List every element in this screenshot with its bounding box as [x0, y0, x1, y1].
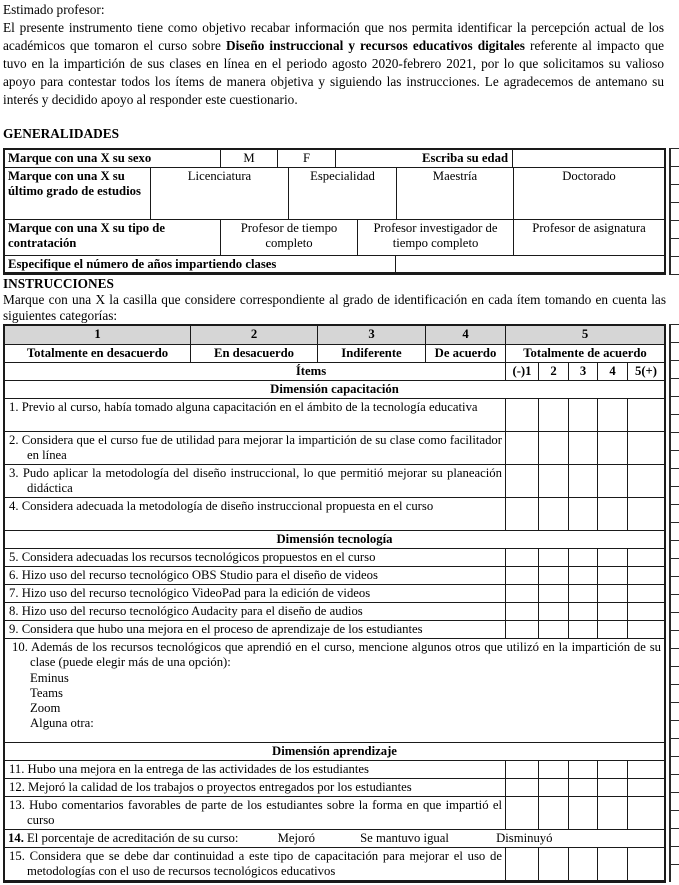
rating-cell[interactable]	[538, 761, 568, 778]
item-text: 4. Considera adecuada la metodología de diseño instruccional propuesta en el curso	[9, 499, 434, 513]
scale-number-3: 3	[317, 326, 425, 344]
items-table	[3, 324, 666, 883]
item-text: El porcentaje de acreditación de su curso:	[27, 831, 239, 845]
rating-col-header-3: 3	[568, 363, 597, 380]
rating-cell[interactable]	[568, 567, 597, 584]
rating-cell[interactable]	[505, 432, 538, 464]
rating-cell[interactable]	[505, 603, 538, 620]
rating-cell[interactable]	[568, 498, 597, 530]
rating-cell[interactable]	[597, 498, 627, 530]
item-row-q12	[5, 778, 664, 796]
rating-col-header-1: (-)1	[505, 363, 538, 380]
scale-label-4: De acuerdo	[425, 345, 505, 362]
grado-option-doctorado-cell[interactable]: Doctorado	[513, 168, 664, 219]
contratacion-option-pitc-cell[interactable]: Profesor investigador de tiempo completo	[357, 220, 513, 255]
rating-cell[interactable]	[505, 498, 538, 530]
item-q10-option-eminus[interactable]: Eminus	[30, 670, 69, 685]
rating-cell[interactable]	[568, 779, 597, 796]
item-text: 7. Hizo uso del recurso tecnológico VideoPad para la edición de videos	[9, 586, 371, 600]
rating-cell[interactable]	[627, 797, 664, 829]
rating-cell[interactable]	[505, 779, 538, 796]
rating-cell[interactable]	[597, 567, 627, 584]
scale-number-5: 5	[505, 326, 664, 344]
item-row-q3	[5, 464, 664, 497]
item-row-q8	[5, 602, 664, 620]
rating-cell[interactable]	[538, 549, 568, 566]
scale-label-3: Indiferente	[317, 345, 425, 362]
items-header-row	[5, 362, 664, 380]
rating-cell[interactable]	[627, 761, 664, 778]
intro-course-title: Diseño instruccional y recursos educativos digitales	[225, 37, 525, 53]
rating-cell[interactable]	[627, 399, 664, 431]
item-text: 9. Considera que hubo una mejora en el proceso de aprendizaje de los estudiantes	[9, 622, 423, 636]
item-q14-cell	[5, 830, 664, 847]
section-title: Dimensión capacitación	[270, 382, 399, 396]
item-q14-option-mejoro[interactable]: Mejoró	[277, 831, 315, 845]
rating-cell[interactable]	[627, 567, 664, 584]
item-row-q5	[5, 548, 664, 566]
item-row-q10	[5, 638, 664, 742]
generalidades-heading: GENERALIDADES	[3, 126, 120, 141]
salutation: Estimado profesor:	[3, 2, 105, 17]
rating-cell[interactable]	[568, 549, 597, 566]
rating-cell[interactable]	[505, 761, 538, 778]
item-text: 2. Considera que el curso fue de utilidad para mejorar la impartición de su clase como facilitador en línea	[9, 433, 502, 463]
item-row-q11	[5, 760, 664, 778]
item-text: 6. Hizo uso del recurso tecnológico OBS Studio para el diseño de videos	[9, 568, 378, 582]
scale-label-1: Totalmente en desacuerdo	[26, 346, 169, 360]
contratacion-label: Marque con una X su tipo de contratación	[8, 221, 165, 251]
rating-cell[interactable]	[538, 585, 568, 602]
rating-cell[interactable]	[568, 465, 597, 497]
rating-cell[interactable]	[538, 399, 568, 431]
item-q14-number: 14.	[8, 831, 24, 845]
instrucciones-heading: INSTRUCCIONES	[3, 276, 114, 291]
rating-cell[interactable]	[568, 432, 597, 464]
rating-cell[interactable]	[505, 585, 538, 602]
item-q14-option-igual[interactable]: Se mantuvo igual	[360, 831, 449, 845]
rating-cell[interactable]	[538, 621, 568, 638]
item-q14-option-disminuyo[interactable]: Disminuyó	[496, 831, 553, 845]
rating-cell[interactable]	[627, 779, 664, 796]
scale-number-1: 1	[94, 327, 101, 341]
intro-text-2: referente al impacto que tuvo en la impartición de sus clases en línea en el periodo agosto 2020-febrero 2021, por lo que solicitamos su valioso apoyo para contestar todos los ítems de manera objetiva y siguiendo las instrucciones. Le agradecemos de antemano su interés y decidido apoyo al responder este cuestionario.	[3, 37, 664, 107]
rating-cell[interactable]	[627, 603, 664, 620]
rating-cell[interactable]	[627, 848, 664, 880]
rating-cell[interactable]	[568, 848, 597, 880]
rating-cell[interactable]	[627, 498, 664, 530]
item-text: 8. Hizo uso del recurso tecnológico Audacity para el diseño de audios	[9, 604, 363, 618]
grado-label: Marque con una X su último grado de estudios	[8, 169, 141, 199]
scale-number-2: 2	[190, 326, 317, 344]
grado-row	[5, 167, 664, 219]
item-row-q14	[5, 829, 664, 847]
rating-cell[interactable]	[597, 797, 627, 829]
rating-cell[interactable]	[538, 432, 568, 464]
item-row-q13	[5, 796, 664, 829]
anios-label: Especifique el número de años impartiendo clases	[8, 257, 277, 271]
edad-label: Escriba su edad	[335, 150, 512, 167]
item-text: 3. Pudo aplicar la metodología del diseño instruccional, lo que permitió mejorar su planeación didáctica	[9, 466, 502, 496]
item-text: 13. Hubo comentarios favorables de parte de los estudiantes sobre la forma en que impartió el curso	[9, 798, 502, 828]
item-text: 5. Considera adecuadas los recursos tecnológicos propuestos en el curso	[9, 550, 376, 564]
section-header-aprendizaje	[5, 742, 664, 760]
rating-col-header-2: 2	[538, 363, 568, 380]
scan-artifact-strip	[669, 148, 679, 275]
rating-cell[interactable]	[627, 585, 664, 602]
item-text: 11. Hubo una mejora en la entrega de las actividades de los estudiantes	[9, 762, 369, 776]
item-text: 1. Previo al curso, había tomado alguna capacitación en el ámbito de la tecnología educativa	[9, 400, 478, 414]
grado-option-especialidad-cell[interactable]: Especialidad	[288, 168, 396, 219]
rating-cell[interactable]	[505, 797, 538, 829]
rating-cell[interactable]	[597, 549, 627, 566]
item-text: 15. Considera que se debe dar continuidad a este tipo de capacitación para mejorar el uso de metodologías con el uso de recursos tecnológicos educativos	[9, 849, 502, 879]
item-q10-option-otra[interactable]: Alguna otra:	[30, 716, 94, 731]
rating-cell[interactable]	[627, 621, 664, 638]
rating-cell[interactable]	[597, 432, 627, 464]
anios-answer-cell[interactable]	[395, 256, 664, 272]
contratacion-option-ptc-cell[interactable]: Profesor de tiempo completo	[220, 220, 357, 255]
item-text: 10. Además de los recursos tecnológicos que aprendió en el curso, mencione algunos otros que utilizó en la impartición de su clase (puede elegir más de una opción):	[12, 640, 661, 670]
item-row-q9	[5, 620, 664, 638]
rating-cell[interactable]	[597, 621, 627, 638]
rating-cell[interactable]	[597, 779, 627, 796]
instrucciones-text: Marque con una X la casilla que considere correspondiente al grado de identificación en cada ítem tomando en cuenta las siguientes categorías:	[3, 292, 666, 323]
rating-cell[interactable]	[538, 848, 568, 880]
rating-cell[interactable]	[538, 498, 568, 530]
rating-cell[interactable]	[568, 603, 597, 620]
scan-artifact-strip	[669, 324, 679, 882]
edad-answer-cell[interactable]	[512, 150, 664, 167]
scale-numbers-row	[5, 326, 664, 344]
rating-cell[interactable]	[568, 797, 597, 829]
item-row-q1	[5, 398, 664, 431]
items-header-label: Ítems	[295, 364, 327, 378]
rating-cell[interactable]	[597, 848, 627, 880]
section-header-tecnologia	[5, 530, 664, 548]
generalidades-table	[3, 148, 666, 275]
item-row-q15	[5, 847, 664, 880]
section-title: Dimensión aprendizaje	[272, 744, 397, 758]
rating-cell[interactable]	[505, 621, 538, 638]
intro-paragraph	[3, 1, 664, 108]
rating-cell[interactable]	[538, 465, 568, 497]
rating-cell[interactable]	[597, 585, 627, 602]
rating-cell[interactable]	[627, 549, 664, 566]
rating-cell[interactable]	[568, 761, 597, 778]
sexo-option-f-cell[interactable]: F	[277, 150, 335, 167]
contratacion-option-asignatura-cell[interactable]: Profesor de asignatura	[513, 220, 664, 255]
grado-option-licenciatura-cell[interactable]: Licenciatura	[150, 168, 288, 219]
sexo-row	[5, 150, 664, 167]
rating-cell[interactable]	[505, 567, 538, 584]
rating-cell[interactable]	[568, 585, 597, 602]
rating-cell[interactable]	[538, 567, 568, 584]
section-title: Dimensión tecnología	[276, 532, 393, 546]
anios-row	[5, 255, 664, 272]
item-text: 12. Mejoró la calidad de los trabajos o proyectos entregados por los estudiantes	[9, 780, 412, 794]
rating-cell[interactable]	[538, 797, 568, 829]
rating-cell[interactable]	[597, 399, 627, 431]
rating-cell[interactable]	[538, 779, 568, 796]
rating-cell[interactable]	[627, 432, 664, 464]
item-row-q4	[5, 497, 664, 530]
rating-cell[interactable]	[627, 465, 664, 497]
contratacion-row	[5, 219, 664, 255]
scale-label-2: En desacuerdo	[190, 345, 317, 362]
scale-label-5: Totalmente de acuerdo	[505, 345, 664, 362]
rating-cell[interactable]	[568, 399, 597, 431]
item-q10-cell	[5, 639, 664, 742]
sexo-option-m-cell[interactable]: M	[220, 150, 277, 167]
sexo-label: Marque con una X su sexo	[8, 151, 152, 165]
rating-cell[interactable]	[505, 399, 538, 431]
rating-cell[interactable]	[597, 761, 627, 778]
rating-cell[interactable]	[505, 465, 538, 497]
rating-cell[interactable]	[538, 603, 568, 620]
scale-number-4: 4	[425, 326, 505, 344]
rating-cell[interactable]	[597, 603, 627, 620]
rating-cell[interactable]	[597, 465, 627, 497]
rating-cell[interactable]	[505, 549, 538, 566]
rating-col-header-4: 4	[597, 363, 627, 380]
item-row-q7	[5, 584, 664, 602]
item-q10-option-teams[interactable]: Teams	[30, 685, 63, 700]
item-row-q6	[5, 566, 664, 584]
rating-cell[interactable]	[568, 621, 597, 638]
rating-cell[interactable]	[505, 848, 538, 880]
grado-option-maestria-cell[interactable]: Maestría	[396, 168, 513, 219]
intro-text-1: El presente instrumento tiene como objetivo recabar información que nos permita identificar la percepción actual de los académicos que tomaron el curso sobre	[3, 19, 664, 53]
item-q10-option-zoom[interactable]: Zoom	[30, 701, 61, 716]
rating-col-header-5: 5(+)	[627, 363, 664, 380]
item-row-q2	[5, 431, 664, 464]
scale-labels-row	[5, 344, 664, 362]
section-header-capacitacion	[5, 380, 664, 398]
